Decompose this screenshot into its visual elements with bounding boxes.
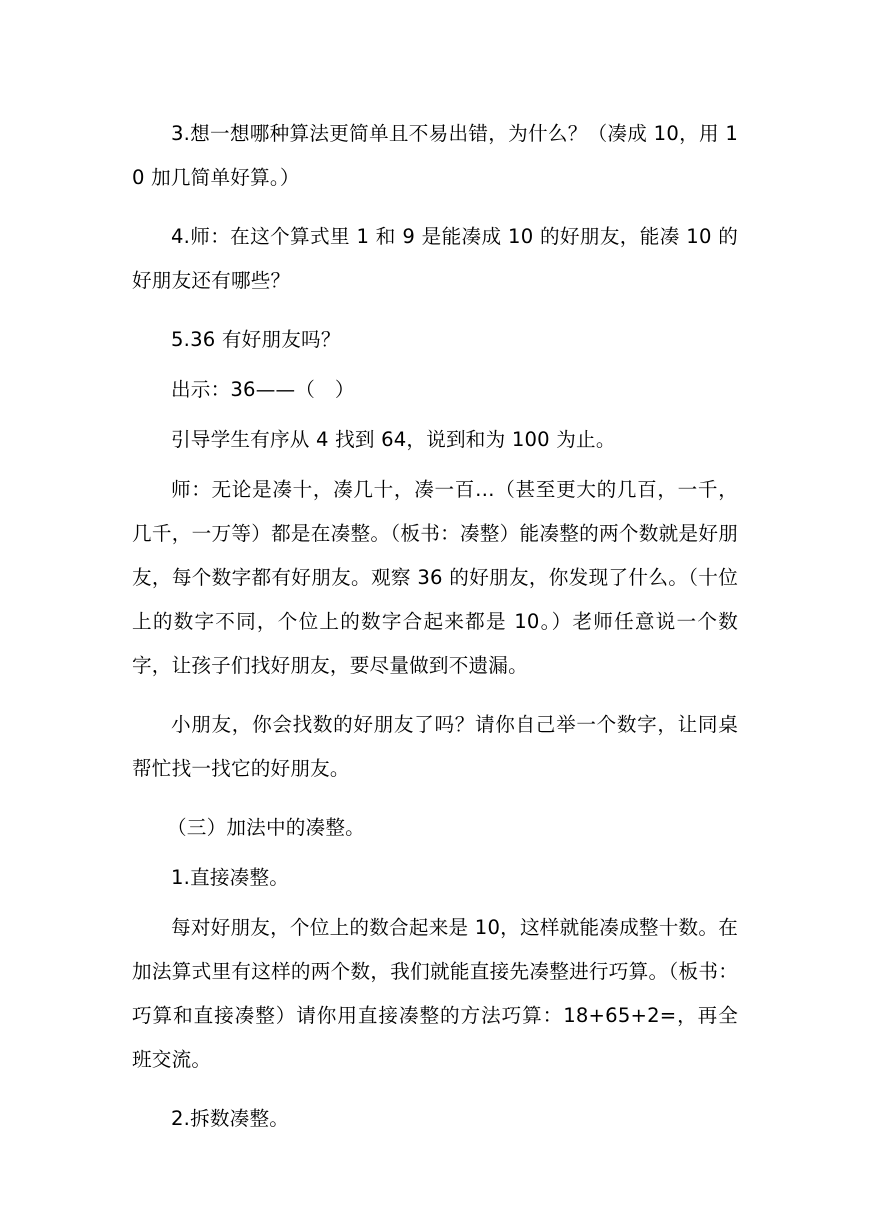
- paragraph-find-friends: 小朋友，你会找数的好朋友了吗？请你自己举一个数字，让同桌帮忙找一找它的好朋友。: [132, 713, 738, 780]
- paragraph-teacher-rounding: 师：无论是凑十，凑几十，凑一百…（甚至更大的几百，一千，几千，一万等）都是在凑整。（板书：凑整）能凑整的两个数就是好朋友，每个数字都有好朋友。观察 36 的好朋友，你发现了什么。（十位上的数字不同，个位上的数字合起来都是 10。）老师任意说一个数字，让孩子们找好朋友，要尽量做到不遗漏。: [132, 478, 738, 677]
- subheading-direct-rounding: 1.直接凑整。: [171, 866, 290, 889]
- paragraph-question-3: 3.想一想哪种算法更简单且不易出错，为什么？（凑成 10，用 10 加几简单好算。）: [132, 122, 738, 189]
- paragraph-show-36: 出示：36——（ ）: [171, 378, 355, 401]
- section-heading-addition-rounding: （三）加法中的凑整。: [167, 816, 365, 839]
- document-body: [132, 112, 738, 1147]
- paragraph-guide-students: 引导学生有序从 4 找到 64，说到和为 100 为止。: [171, 428, 616, 451]
- paragraph-question-5: 5.36 有好朋友吗？: [171, 328, 341, 351]
- subheading-split-rounding: 2.拆数凑整。: [171, 1107, 290, 1130]
- paragraph-direct-rounding: 每对好朋友，个位上的数合起来是 10，这样就能凑成整十数。在加法算式里有这样的两个数，我们就能直接先凑整进行巧算。（板书：巧算和直接凑整）请你用直接凑整的方法巧算：18+65+2=，再全班交流。: [132, 916, 738, 1071]
- paragraph-question-4: 4.师：在这个算式里 1 和 9 是能凑成 10 的好朋友，能凑 10 的好朋友还有哪些？: [132, 225, 738, 292]
